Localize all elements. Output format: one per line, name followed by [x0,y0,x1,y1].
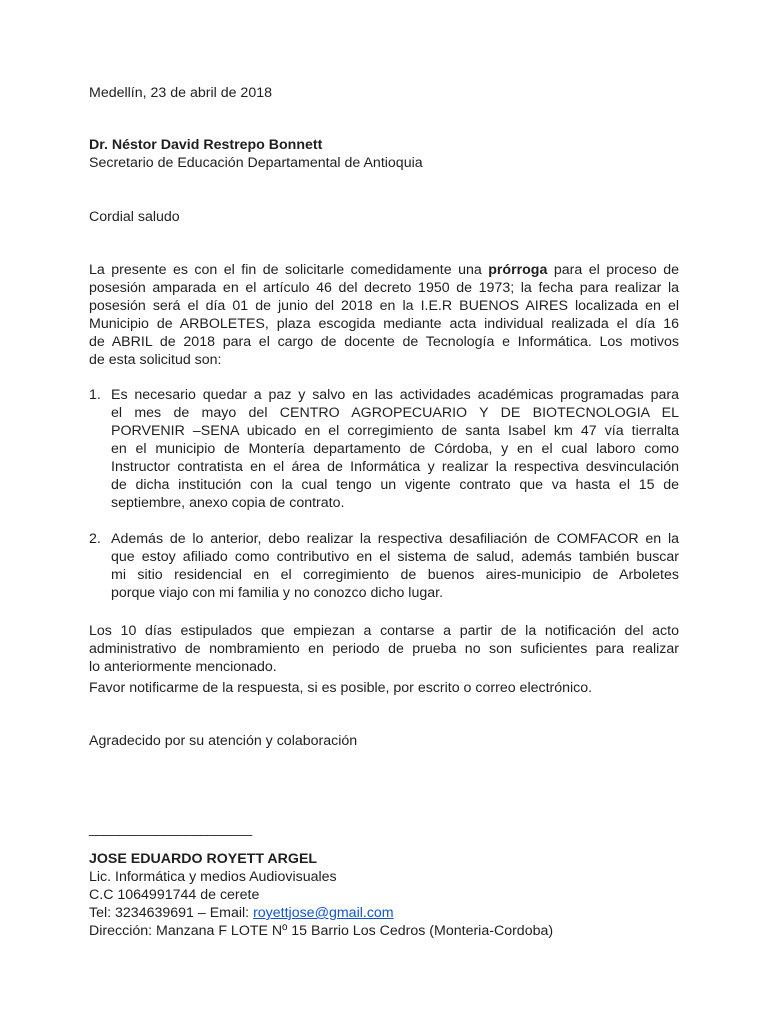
reason-item-1 [89,386,679,512]
signature-line: ______________________ [89,821,252,837]
closing-line-2: administrativo de nombramiento en periodo de prueba no son suficientes para realizar [89,641,679,657]
signer-name: JOSE EDUARDO ROYETT ARGEL [89,851,318,867]
intro-line-1 [89,261,679,279]
letter-document [89,84,679,940]
intro-line-6: de esta solicitud son: [89,352,222,368]
closing-paragraph [89,622,679,676]
signer-phone: Tel: 3234639691 – Email: [89,905,254,921]
reason-line: mi sitio residencial en el corregimiento de buenos aires-municipio de Arboletes [111,567,679,583]
reason-item-2 [89,530,679,602]
reason-line: Además de lo anterior, debo realizar la respectiva desafiliación de COMFACOR en la [111,531,679,547]
intro-line-1-pre: La presente es con el fin de solicitarle comedidamente una [89,262,489,278]
reason-line: que estoy afiliado como contributivo en el sistema de salud, además también buscar [111,549,679,565]
reason-line: Instructor contratista en el área de Informática y realizar la respectiva desvinculación [111,459,679,475]
intro-line-4: Municipio de ARBOLETES, plaza escogida mediante acta individual realizada el día 16 [89,316,679,332]
signer-address: Dirección: Manzana F LOTE Nº 15 Barrio Los Cedros (Monteria-Cordoba) [89,923,554,939]
signer-id: C.C 1064991744 de cerete [89,887,260,903]
thanks-line: Agradecido por su atención y colaboración [89,733,358,749]
reason-line: de dicha institución con la cual tengo un vigente contrato que va hasta el 15 de [111,477,679,493]
recipient-name: Dr. Néstor David Restrepo Bonnett [89,137,323,153]
recipient-title: Secretario de Educación Departamental de Antioquia [89,155,423,171]
greeting: Cordial saludo [89,209,180,225]
closing-line-3: lo anteriormente mencionado. [89,659,277,675]
reason-line: el mes de mayo del CENTRO AGROPECUARIO Y DE BIOTECNOLOGIA EL [111,405,679,421]
reason-number: 2. [89,531,101,547]
extension-keyword: prórroga [488,262,548,278]
intro-line-2: posesión amparada en el artículo 46 del decreto 1950 de 1973; la fecha para realizar la [89,280,679,296]
intro-line-5: de ABRIL de 2018 para el cargo de docente de Tecnología e Informática. Los motivos [89,334,679,350]
intro-line-3: posesión será el día 01 de junio del 2018 en la I.E.R BUENOS AIRES localizada en el [89,298,679,314]
reasons-list [89,386,679,602]
reason-line: porque viajo con mi familia y no conozco dicho lugar. [111,585,444,601]
email-link[interactable]: royettjose@gmail.com [253,905,394,921]
intro-paragraph [89,261,679,369]
closing-line-1: Los 10 días estipulados que empiezan a contarse a partir de la notificación del acto [89,623,679,639]
reason-line: en el municipio de Montería departamento de Córdoba, y en el cual laboro como [111,441,679,457]
signer-contact [89,904,679,922]
letter-date: Medellín, 23 de abril de 2018 [89,85,272,101]
reason-number: 1. [89,387,101,403]
signer-degree: Lic. Informática y medios Audiovisuales [89,869,337,885]
reason-line: Es necesario quedar a paz y salvo en las actividades académicas programadas para [111,387,679,403]
intro-line-1-post: para el proceso de [547,262,679,278]
notification-request: Favor notificarme de la respuesta, si es posible, por escrito o correo electrónico. [89,680,593,696]
reason-line: septiembre, anexo copia de contrato. [111,495,345,511]
reason-line: PORVENIR –SENA ubicado en el corregimiento de santa Isabel km 47 vía tierralta [111,423,679,439]
